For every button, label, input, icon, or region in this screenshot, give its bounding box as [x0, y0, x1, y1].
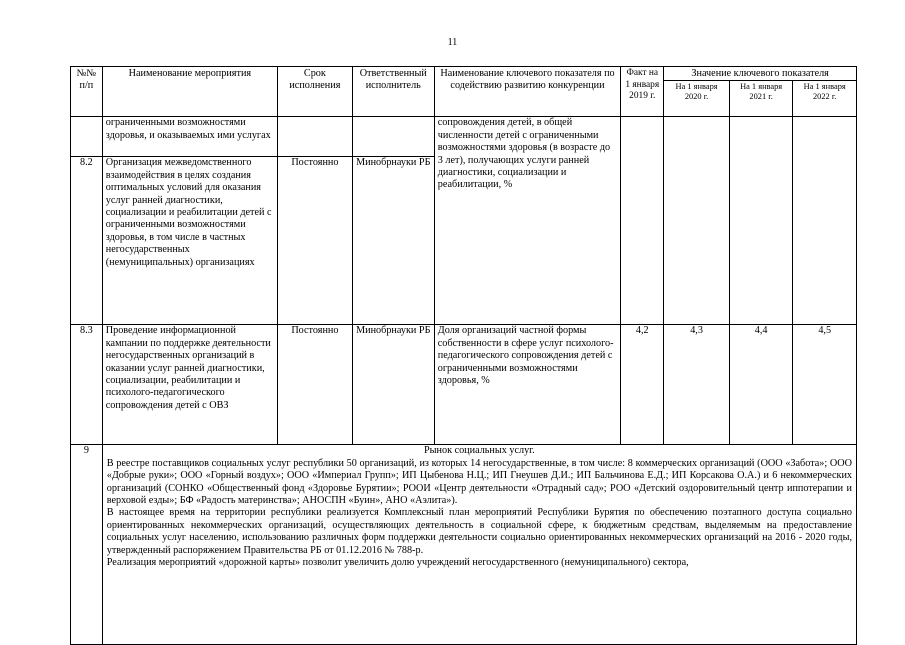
section-num: 9 — [71, 445, 103, 645]
header-indicator: Наименование ключевого показателя по содействию развитию конкуренции — [434, 67, 621, 117]
header-num: №№ п/п — [71, 67, 103, 117]
section-title: Рынок социальных услуг. — [424, 445, 535, 457]
header-row — [71, 67, 857, 81]
row-name: Проведение информационной кампании по поддержке деятельности негосударственных организаций в оказании услуг ранней диагностики, социализации, реабилитации и психолого-педагогического сопровождения детей с ОВЗ — [102, 325, 277, 445]
header-2020: На 1 января 2020 г. — [664, 81, 730, 117]
row-indicator: Доля организаций частной формы собственности в сфере услуг психолого-педагогического сопровождения детей с ограниченными возможностями здоровья, % — [434, 325, 621, 445]
header-2021: На 1 января 2021 г. — [729, 81, 793, 117]
table-row — [71, 117, 857, 157]
row-fact: 4,2 — [621, 325, 664, 445]
row-2022: 4,5 — [793, 325, 857, 445]
continuation-name: ограниченными возможностями здоровья, и оказываемых ими услугах — [102, 117, 277, 157]
table-row — [71, 325, 857, 445]
row-num: 8.2 — [71, 157, 103, 325]
row-responsible: Минобрнауки РБ — [352, 157, 434, 325]
section-body — [102, 445, 856, 645]
section-paragraph: Реализация мероприятий «дорожной карты» позволит увеличить долю учреждений негосударственного (немуниципального) сектора, — [106, 557, 689, 569]
section-paragraph: В реестре поставщиков социальных услуг республики 50 организаций, из которых 14 негосударственные, в том числе: 8 коммерческих организаций (ООО «Забота»; ООО «Добрые руки»; ООО «Горный воздух»; ООО «Империал Групп»; ИП Цыбенова Н.Ц.; ИП Гнеушев Д.И.; ИП Бальчинова Е.Д.; ИП Корсакова О.А.) и 6 некоммерческих организаций (СОНКО «Общественный фонд «Здоровье Бурятии»; РООИ «Центр деятельности «Отрадный сад»; РОО «Детский оздоровительный центр иппотерапии и верховой езды»; БФ «Радость материнства»; АНОСПН «Буин», АНО «Аэлита»). — [106, 457, 852, 507]
header-fact: Факт на 1 января 2019 г. — [621, 67, 664, 117]
header-responsible: Ответственный исполнитель — [352, 67, 434, 117]
page-number: 11 — [447, 37, 458, 48]
row-term: Постоянно — [277, 157, 352, 325]
row-name: Организация межведомственного взаимодействия в целях создания оптимальных условий для оказания услуг ранней диагностики, социализации и реабилитации детей с ограниченными возможностями здоровья, в том числе в частных негосударственных (немуниципальных) организациях — [102, 157, 277, 325]
header-2022: На 1 января 2022 г. — [793, 81, 857, 117]
row-num: 8.3 — [71, 325, 103, 445]
row-2020: 4,3 — [664, 325, 730, 445]
header-value-group: Значение ключевого показателя — [664, 67, 857, 81]
header-term: Срок исполнения — [277, 67, 352, 117]
continuation-indicator: сопровождения детей, в общей численности детей с ограниченными возможностями здоровья (в возрасте до 3 лет), получающих услуги ранней диагностики, социализации и реабилитации, % — [434, 117, 621, 325]
row-responsible: Минобрнауки РБ — [352, 325, 434, 445]
measures-table — [70, 66, 857, 645]
table-row — [71, 445, 857, 645]
row-term: Постоянно — [277, 325, 352, 445]
row-2021: 4,4 — [729, 325, 793, 445]
section-paragraph: В настоящее время на территории республики реализуется Комплексный план мероприятий Республики Бурятия по обеспечению поэтапного доступа социально ориентированных некоммерческих организаций, осуществляющих деятельность в социальной сфере, к бюджетным средствам, выделяемым на предоставление социальных услуг населению, использованию различных форм поддержки деятельности социально ориентированных некоммерческих организаций на 2016 - 2020 годы, утвержденный распоряжением Правительства РБ от 01.12.2016 № 788-р. — [106, 507, 852, 556]
header-name: Наименование мероприятия — [102, 67, 277, 117]
